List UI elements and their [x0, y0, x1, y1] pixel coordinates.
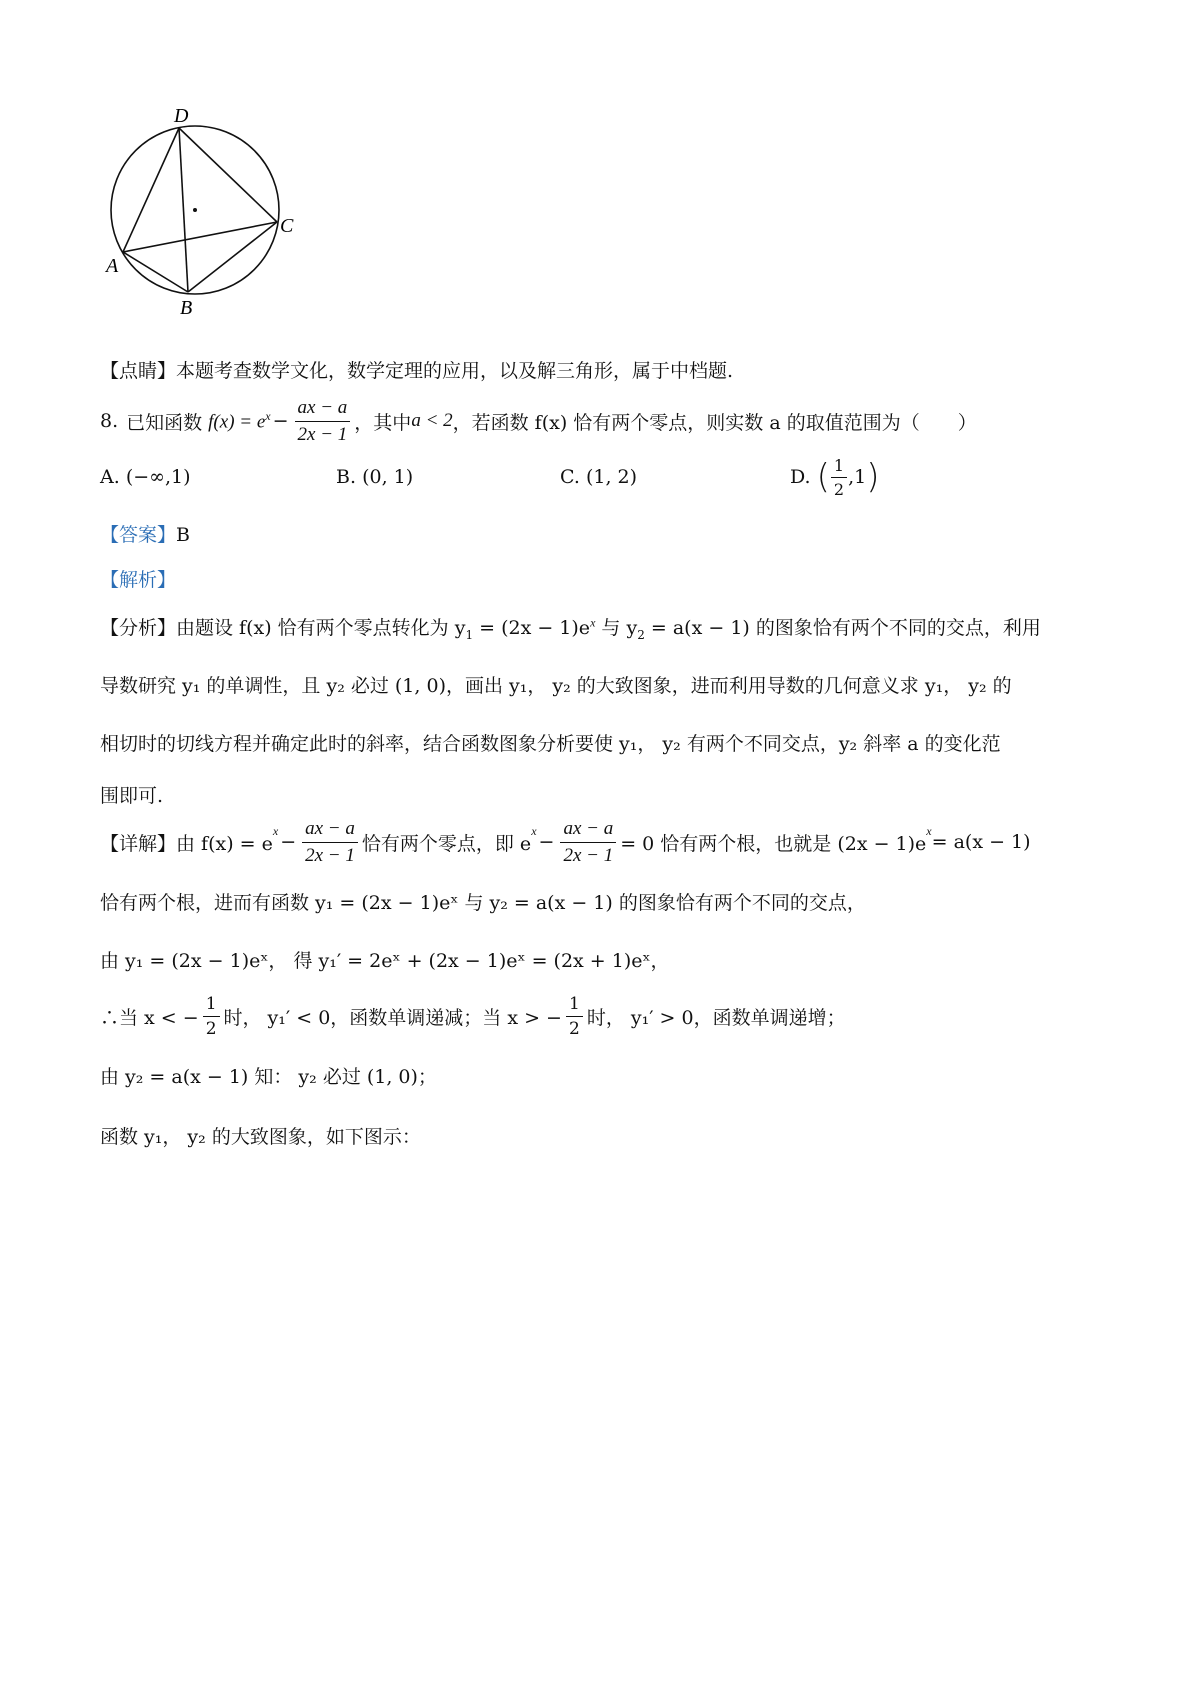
half-fraction-2: $\frac{1}{2}$ [566, 994, 583, 1039]
question-number: 8. [100, 410, 119, 432]
circle-figure [100, 100, 330, 340]
question-condition: a < 2 [411, 410, 453, 431]
option-d-rest: ,1 [848, 466, 867, 488]
dianjing-text: 本题考查数学文化，数学定理的应用，以及解三角形，属于中档题. [176, 360, 734, 382]
fenxi-line-1: 【分析】由题设 f(x) 恰有两个零点转化为 $y_1 = (2x - 1)e^x$ 与 $y_2 = a(x - 1)$ 的图象恰有两个不同的交点，利用 [100, 615, 1041, 642]
label-b: B [180, 297, 193, 319]
xiangjie-line-6: 函数 y₁， y₂ 的大致图象，如下图示： [100, 1126, 421, 1148]
segment-bc [188, 222, 277, 292]
question-8 [100, 396, 977, 446]
segment-ac [123, 222, 277, 252]
answer-tag: 【答案】 [100, 524, 177, 546]
dianjing-line [100, 356, 733, 383]
answer-line [100, 520, 190, 547]
segment-db [179, 128, 188, 292]
xiangjie-line-4: ∴当 x < − $\frac{1}{2}$ 时， y₁′ < 0，函数单调递减；当 x > − $\frac{1}{2}$ 时， y₁′ > 0，函数单调递增； [100, 993, 846, 1039]
xiangjie-line-2: 恰有两个根，进而有函数 y₁ = (2x − 1)eˣ 与 y₂ = a(x − 1) 的图象恰有两个不同的交点， [100, 892, 866, 914]
fraction-numerator: ax − a [295, 397, 351, 422]
xiangjie-line-3: 由 y₁ = (2x − 1)eˣ， 得 y₁′ = 2eˣ + (2x − 1)eˣ = (2x + 1)eˣ， [100, 950, 670, 972]
xiangjie-fraction-2: $\frac{ax - a}{2x - 1}$ [560, 818, 616, 867]
xiangjie-line-1: 【详解】 由 f(x) = e $^x$ − $\frac{ax - a}{2x - 1}$ 恰有两个零点，即 e $^x$ − $\frac{ax - a}{2x - 1}$ = 0 恰有两个根，也就是 (2x − 1)e $^x$ = a(x − 1) [100, 817, 1031, 866]
fenxi-tag: 【分析】 [100, 617, 177, 639]
fenxi-line-4: 围即可. [100, 785, 164, 807]
fraction-denominator: 2x − 1 [297, 423, 348, 445]
label-c: C [280, 215, 294, 237]
fenxi-line-3: 相切时的切线方程并确定此时的斜率，结合函数图象分析要使 y₁， y₂ 有两个不同交点，y₂ 斜率 a 的变化范 [100, 733, 1001, 755]
function-lhs: $f(x) = e^x$ [208, 408, 271, 433]
minus-sign: − [272, 410, 289, 432]
option-b[interactable]: B. (0, 1) [336, 466, 414, 488]
xiangjie-line-5: 由 y₂ = a(x − 1) 知： y₂ 必过 (1, 0)； [100, 1066, 437, 1088]
question-mid: ，其中 [354, 411, 412, 434]
segment-da [123, 128, 179, 252]
option-a-value: (−∞,1) [125, 466, 191, 488]
label-d: D [174, 105, 189, 127]
option-c[interactable]: C. (1, 2) [560, 466, 638, 488]
option-b-value: (0, 1) [362, 466, 414, 488]
center-point [193, 208, 197, 212]
half-fraction-1: $\frac{1}{2}$ [203, 994, 220, 1039]
option-a[interactable]: A. (−∞,1) [100, 466, 191, 488]
question-lead: 已知函数 [126, 411, 203, 434]
option-d-fraction: $\frac{1}{2}$ [831, 456, 847, 499]
xiangjie-fraction-1: $\frac{ax - a}{2x - 1}$ [302, 818, 358, 867]
option-c-value: (1, 2) [585, 466, 638, 488]
option-d[interactable]: D. ( $\frac{1}{2}$ ,1 ) [790, 455, 880, 499]
answer-value: B [176, 524, 190, 546]
dianjing-tag: 【点睛】 [100, 360, 177, 382]
fenxi-line-2: 导数研究 y₁ 的单调性，且 y₂ 必过 (1, 0)，画出 y₁， y₂ 的大致图象，进而利用导数的几何意义求 y₁， y₂ 的 [100, 675, 1012, 697]
label-a: A [106, 255, 119, 277]
question-tail: ，若函数 f(x) 恰有两个零点，则实数 a 的取值范围为（ ） [452, 411, 977, 434]
xiangjie-tag: 【详解】 [100, 832, 177, 855]
segment-ab [123, 252, 188, 292]
segment-dc [179, 128, 277, 222]
question-fraction [295, 397, 351, 446]
analysis-tag: 【解析】 [100, 569, 177, 591]
